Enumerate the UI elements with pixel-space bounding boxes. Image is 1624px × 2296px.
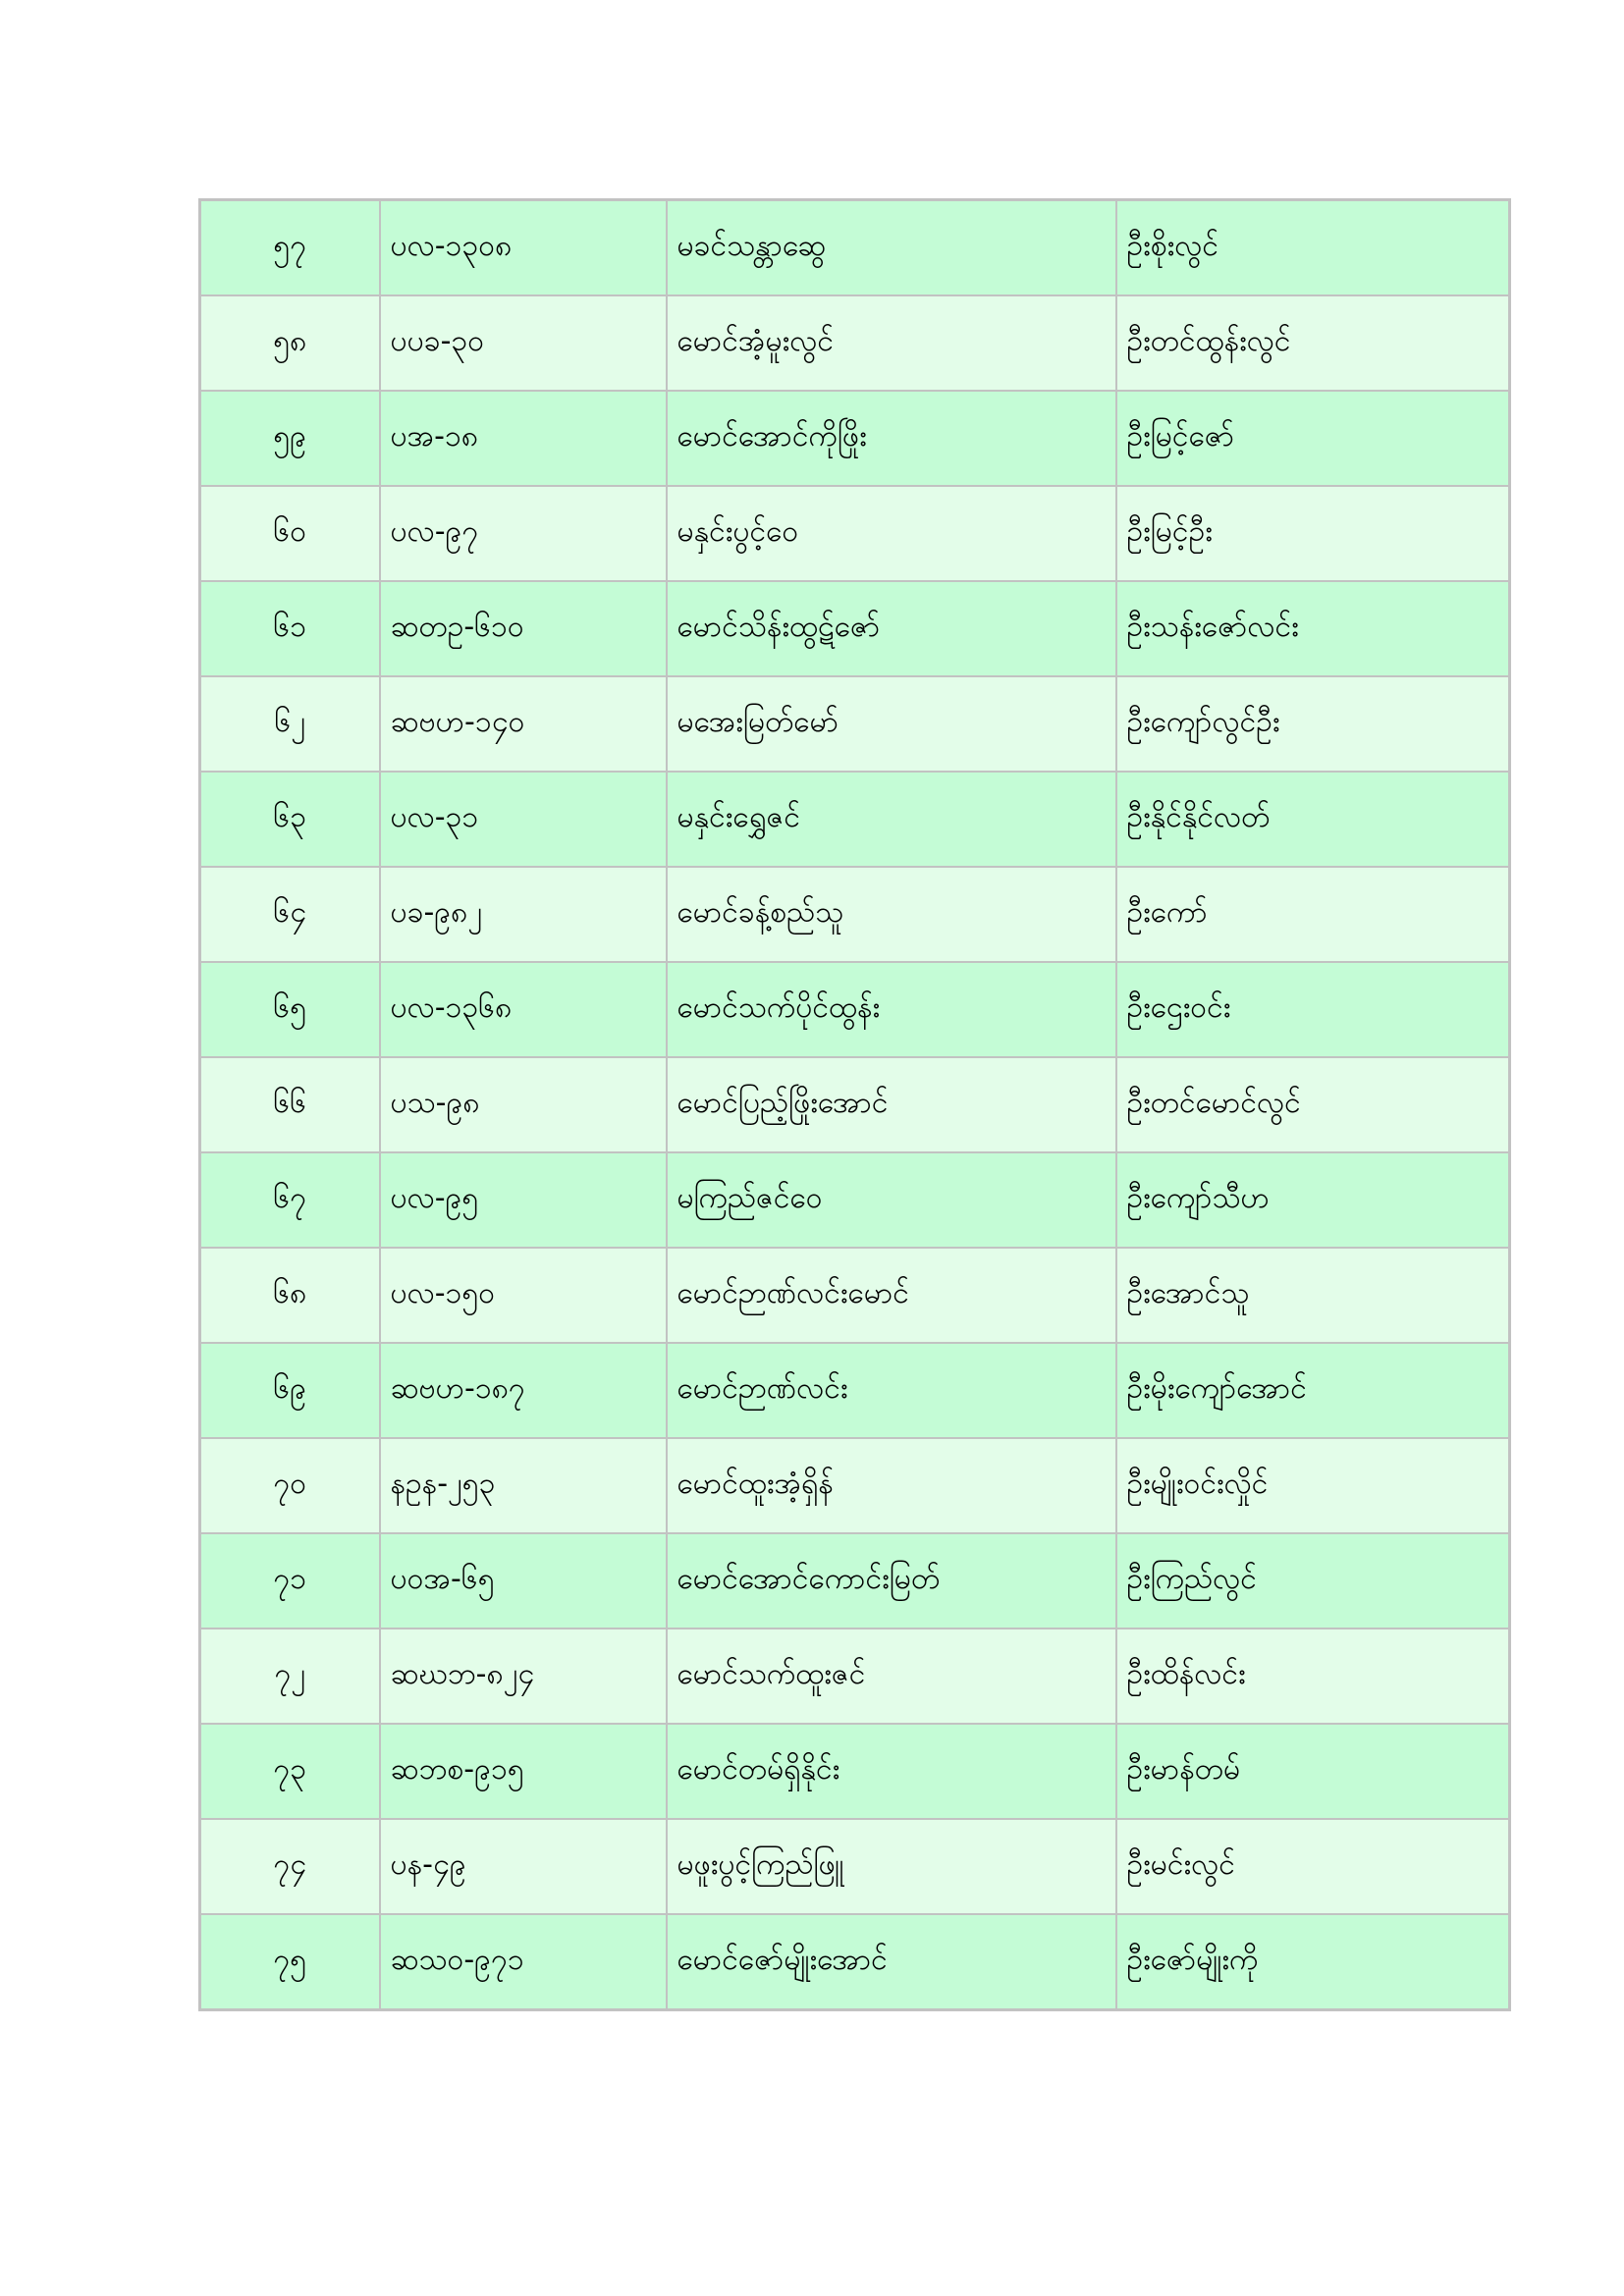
table-row bbox=[200, 867, 1510, 962]
student-name-cell: မောင်ဉာဏ်လင်းမောင် bbox=[667, 1248, 1116, 1343]
father-name-cell: ဦးကျော်လွင်ဦး bbox=[1116, 676, 1510, 772]
id-code-cell: ပန-၄၉ bbox=[380, 1819, 667, 1914]
table-row bbox=[200, 1819, 1510, 1914]
id-code-cell: ပပခ-၃၀ bbox=[380, 295, 667, 391]
row-number-cell: ၅၇ bbox=[200, 200, 380, 296]
id-code-cell: ဆသဝ-၉၇၁ bbox=[380, 1914, 667, 2010]
table-row bbox=[200, 200, 1510, 296]
student-name-cell: မောင်ထူးအံ့ရှိန် bbox=[667, 1438, 1116, 1533]
table-row bbox=[200, 1057, 1510, 1152]
student-name-cell: မောင်သက်ထူးဇင် bbox=[667, 1629, 1116, 1724]
records-table-body bbox=[200, 200, 1510, 2010]
table-row bbox=[200, 1629, 1510, 1724]
row-number-cell: ၆၂ bbox=[200, 676, 380, 772]
father-name-cell: ဦးကျော်သီဟ bbox=[1116, 1152, 1510, 1248]
row-number-cell: ၆၀ bbox=[200, 486, 380, 581]
records-table-container bbox=[198, 198, 1508, 2011]
father-name-cell: ဦးသန်းဇော်လင်း bbox=[1116, 581, 1510, 676]
id-code-cell: ပခ-၉၈၂ bbox=[380, 867, 667, 962]
student-name-cell: မကြည်ဇင်ဝေ bbox=[667, 1152, 1116, 1248]
table-row bbox=[200, 772, 1510, 867]
id-code-cell: ဆတဥ-၆၁၀ bbox=[380, 581, 667, 676]
table-row bbox=[200, 1248, 1510, 1343]
id-code-cell: ပလ-၁၃၀၈ bbox=[380, 200, 667, 296]
id-code-cell: ပလ-၉၇ bbox=[380, 486, 667, 581]
father-name-cell: ဦးမျိုးဝင်းလှိုင် bbox=[1116, 1438, 1510, 1533]
id-code-cell: ပသ-၉၈ bbox=[380, 1057, 667, 1152]
student-name-cell: မနှင်းပွင့်ဝေ bbox=[667, 486, 1116, 581]
id-code-cell: ပအ-၁၈ bbox=[380, 391, 667, 486]
father-name-cell: ဦးဌေးဝင်း bbox=[1116, 962, 1510, 1057]
table-row bbox=[200, 295, 1510, 391]
row-number-cell: ၇၃ bbox=[200, 1724, 380, 1819]
table-row bbox=[200, 391, 1510, 486]
row-number-cell: ၆၆ bbox=[200, 1057, 380, 1152]
id-code-cell: ဆဗဟ-၁၈၇ bbox=[380, 1343, 667, 1438]
row-number-cell: ၆၄ bbox=[200, 867, 380, 962]
records-table bbox=[198, 198, 1511, 2011]
father-name-cell: ဦးစိုးလွင် bbox=[1116, 200, 1510, 296]
table-row bbox=[200, 1343, 1510, 1438]
father-name-cell: ဦးကော် bbox=[1116, 867, 1510, 962]
row-number-cell: ၆၃ bbox=[200, 772, 380, 867]
table-row bbox=[200, 1533, 1510, 1629]
father-name-cell: ဦးမိုးကျော်အောင် bbox=[1116, 1343, 1510, 1438]
id-code-cell: ပလ-၁၃၆၈ bbox=[380, 962, 667, 1057]
father-name-cell: ဦးမင်းလွင် bbox=[1116, 1819, 1510, 1914]
row-number-cell: ၇၄ bbox=[200, 1819, 380, 1914]
table-row bbox=[200, 676, 1510, 772]
table-row bbox=[200, 962, 1510, 1057]
row-number-cell: ၆၁ bbox=[200, 581, 380, 676]
id-code-cell: ဆဃဘ-၈၂၄ bbox=[380, 1629, 667, 1724]
id-code-cell: ပ၀အ-၆၅ bbox=[380, 1533, 667, 1629]
row-number-cell: ၆၅ bbox=[200, 962, 380, 1057]
table-row bbox=[200, 1724, 1510, 1819]
id-code-cell: ပလ-၁၅၀ bbox=[380, 1248, 667, 1343]
table-row bbox=[200, 1438, 1510, 1533]
student-name-cell: မောင်အံ့မူးလွင် bbox=[667, 295, 1116, 391]
father-name-cell: ဦးတင်မောင်လွင် bbox=[1116, 1057, 1510, 1152]
row-number-cell: ၇၂ bbox=[200, 1629, 380, 1724]
student-name-cell: မောင်ဇော်မျိုးအောင် bbox=[667, 1914, 1116, 2010]
student-name-cell: မခင်သန္တာဆွေ bbox=[667, 200, 1116, 296]
table-row bbox=[200, 486, 1510, 581]
row-number-cell: ၅၈ bbox=[200, 295, 380, 391]
father-name-cell: ဦးမာန်တမ် bbox=[1116, 1724, 1510, 1819]
student-name-cell: မောင်ခန့်စည်သူ bbox=[667, 867, 1116, 962]
id-code-cell: နဥန-၂၅၃ bbox=[380, 1438, 667, 1533]
student-name-cell: မောင်အောင်ကိုဖြိုး bbox=[667, 391, 1116, 486]
student-name-cell: မောင်တမ်ရှိနိုင်း bbox=[667, 1724, 1116, 1819]
student-name-cell: မောင်သက်ပိုင်ထွန်း bbox=[667, 962, 1116, 1057]
row-number-cell: ၇၁ bbox=[200, 1533, 380, 1629]
father-name-cell: ဦးနိုင်နိုင်လတ် bbox=[1116, 772, 1510, 867]
id-code-cell: ပလ-၃၁ bbox=[380, 772, 667, 867]
table-row bbox=[200, 1152, 1510, 1248]
row-number-cell: ၇၅ bbox=[200, 1914, 380, 2010]
father-name-cell: ဦးအောင်သူ bbox=[1116, 1248, 1510, 1343]
row-number-cell: ၆၉ bbox=[200, 1343, 380, 1438]
id-code-cell: ဆဘစ-၉၁၅ bbox=[380, 1724, 667, 1819]
father-name-cell: ဦးကြည်လွင် bbox=[1116, 1533, 1510, 1629]
row-number-cell: ၆၇ bbox=[200, 1152, 380, 1248]
father-name-cell: ဦးဇော်မျိုးကို bbox=[1116, 1914, 1510, 2010]
table-row bbox=[200, 1914, 1510, 2010]
table-row bbox=[200, 581, 1510, 676]
row-number-cell: ၇၀ bbox=[200, 1438, 380, 1533]
father-name-cell: ဦးမြင့်ဦး bbox=[1116, 486, 1510, 581]
student-name-cell: မအေးမြတ်မော် bbox=[667, 676, 1116, 772]
id-code-cell: ဆဗဟ-၁၄၀ bbox=[380, 676, 667, 772]
student-name-cell: မောင်သိန်းထွဋ်ဇော် bbox=[667, 581, 1116, 676]
student-name-cell: မောင်ဉာဏ်လင်း bbox=[667, 1343, 1116, 1438]
father-name-cell: ဦးတင်ထွန်းလွင် bbox=[1116, 295, 1510, 391]
student-name-cell: မနှင်းရွှေဇင် bbox=[667, 772, 1116, 867]
father-name-cell: ဦးထိန်လင်း bbox=[1116, 1629, 1510, 1724]
row-number-cell: ၅၉ bbox=[200, 391, 380, 486]
row-number-cell: ၆၈ bbox=[200, 1248, 380, 1343]
father-name-cell: ဦးမြင့်ဇော် bbox=[1116, 391, 1510, 486]
student-name-cell: မဖူးပွင့်ကြည်ဖြူ bbox=[667, 1819, 1116, 1914]
id-code-cell: ပလ-၉၅ bbox=[380, 1152, 667, 1248]
student-name-cell: မောင်အောင်ကောင်းမြတ် bbox=[667, 1533, 1116, 1629]
student-name-cell: မောင်ပြည့်ဖြိုးအောင် bbox=[667, 1057, 1116, 1152]
